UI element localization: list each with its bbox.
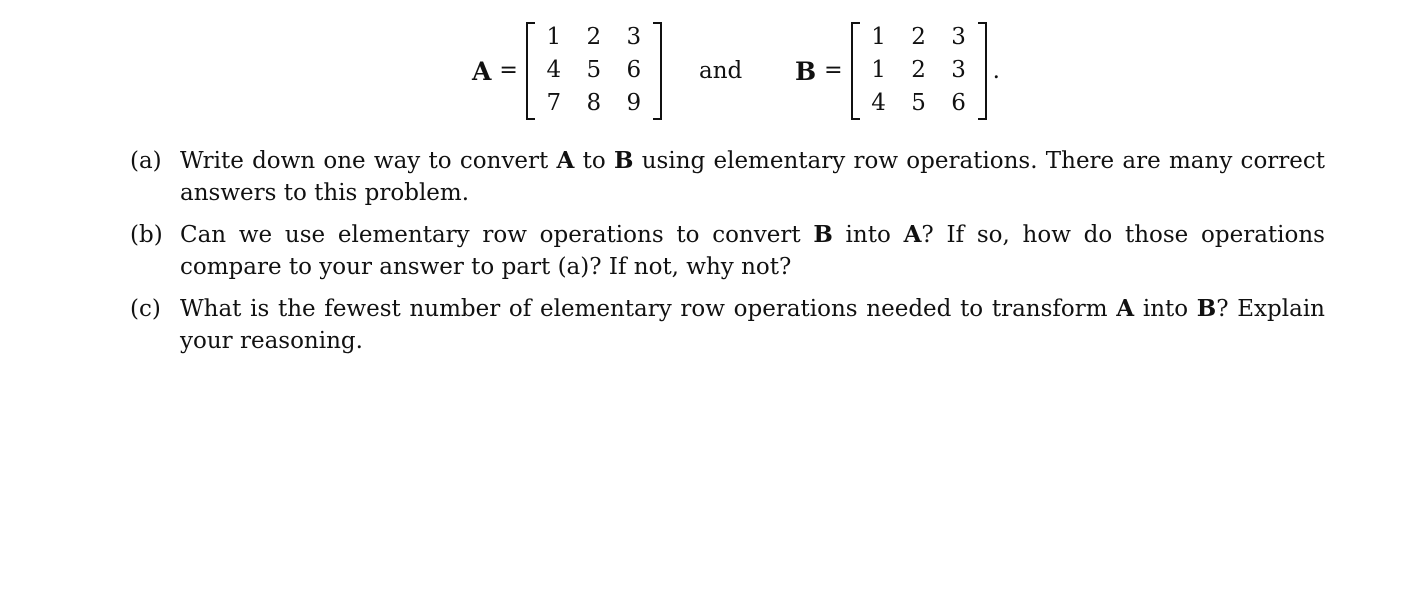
matrix-a-right-bracket [653, 22, 662, 120]
matrix-b-cell: 6 [951, 90, 966, 116]
text-segment: into [1134, 296, 1197, 322]
matrix-symbol: A [1116, 295, 1135, 322]
matrix-b-cell: 3 [951, 57, 966, 83]
matrix-a-cell: 9 [626, 90, 642, 116]
text-segment: using elementary row operations. There are many correct answers to this problem. [180, 148, 1326, 206]
matrix-a-name: A [472, 56, 492, 86]
matrix-a-cell: 7 [546, 90, 562, 116]
matrix-a-cell: 5 [586, 57, 602, 83]
text-segment: Write down one way to convert [180, 148, 557, 174]
matrix-b-left-bracket [851, 22, 860, 120]
question-text [180, 145, 1325, 209]
matrix-b [851, 21, 987, 121]
text-segment: ? Explain your reasoning. [180, 296, 1325, 354]
matrix-a-cell: 8 [586, 90, 602, 116]
text-segment: ? If so, how do those operations compare to your answer to part (a)? If not, why not? [180, 222, 1325, 280]
matrix-b-cell: 1 [871, 57, 886, 83]
matrix-b-equals: = [824, 58, 843, 83]
matrix-a-left-bracket [526, 22, 535, 120]
matrix-symbol: A [556, 147, 575, 174]
matrix-symbol: B [614, 147, 634, 174]
matrix-symbol: B [1196, 295, 1217, 322]
matrix-b-group [795, 20, 1000, 122]
matrix-b-cell: 1 [871, 24, 886, 50]
matrix-definition-line [0, 20, 1424, 122]
matrix-a-group [472, 20, 662, 122]
matrix-a-cell: 6 [626, 57, 642, 83]
question-text [180, 219, 1325, 283]
matrix-b-cell: 5 [911, 90, 926, 116]
text-segment: What is the fewest number of elementary row operations needed to transform [180, 296, 1117, 322]
matrix-a-equals: = [499, 58, 518, 83]
end-period: . [992, 58, 1000, 84]
matrix-b-name: B [795, 56, 817, 86]
question-label: (b) [130, 222, 163, 248]
matrix-a-cell: 4 [546, 57, 562, 83]
question-label: (a) [130, 148, 162, 174]
text-segment: Can we use elementary row operations to convert [180, 222, 814, 248]
question-text [180, 293, 1325, 357]
matrix-b-cell: 3 [951, 24, 966, 50]
question-b [130, 219, 1325, 283]
question-a [130, 145, 1325, 209]
connector-word: and [699, 58, 743, 84]
matrix-a-cell: 1 [546, 24, 562, 50]
matrix-symbol: B [813, 221, 833, 248]
matrix-b-right-bracket [978, 22, 987, 120]
matrix-b-cell: 2 [911, 57, 926, 83]
question-label: (c) [130, 296, 161, 322]
matrix-b-cell: 4 [871, 90, 886, 116]
text-segment: into [832, 222, 904, 248]
matrix-b-cell: 2 [911, 24, 926, 50]
matrix-a-cell: 3 [626, 24, 642, 50]
matrix-symbol: A [903, 221, 922, 248]
question-c [130, 293, 1325, 357]
matrix-a-cell: 2 [586, 24, 602, 50]
text-segment: to [574, 148, 615, 174]
question-list [130, 145, 1325, 367]
matrix-a [526, 21, 662, 121]
